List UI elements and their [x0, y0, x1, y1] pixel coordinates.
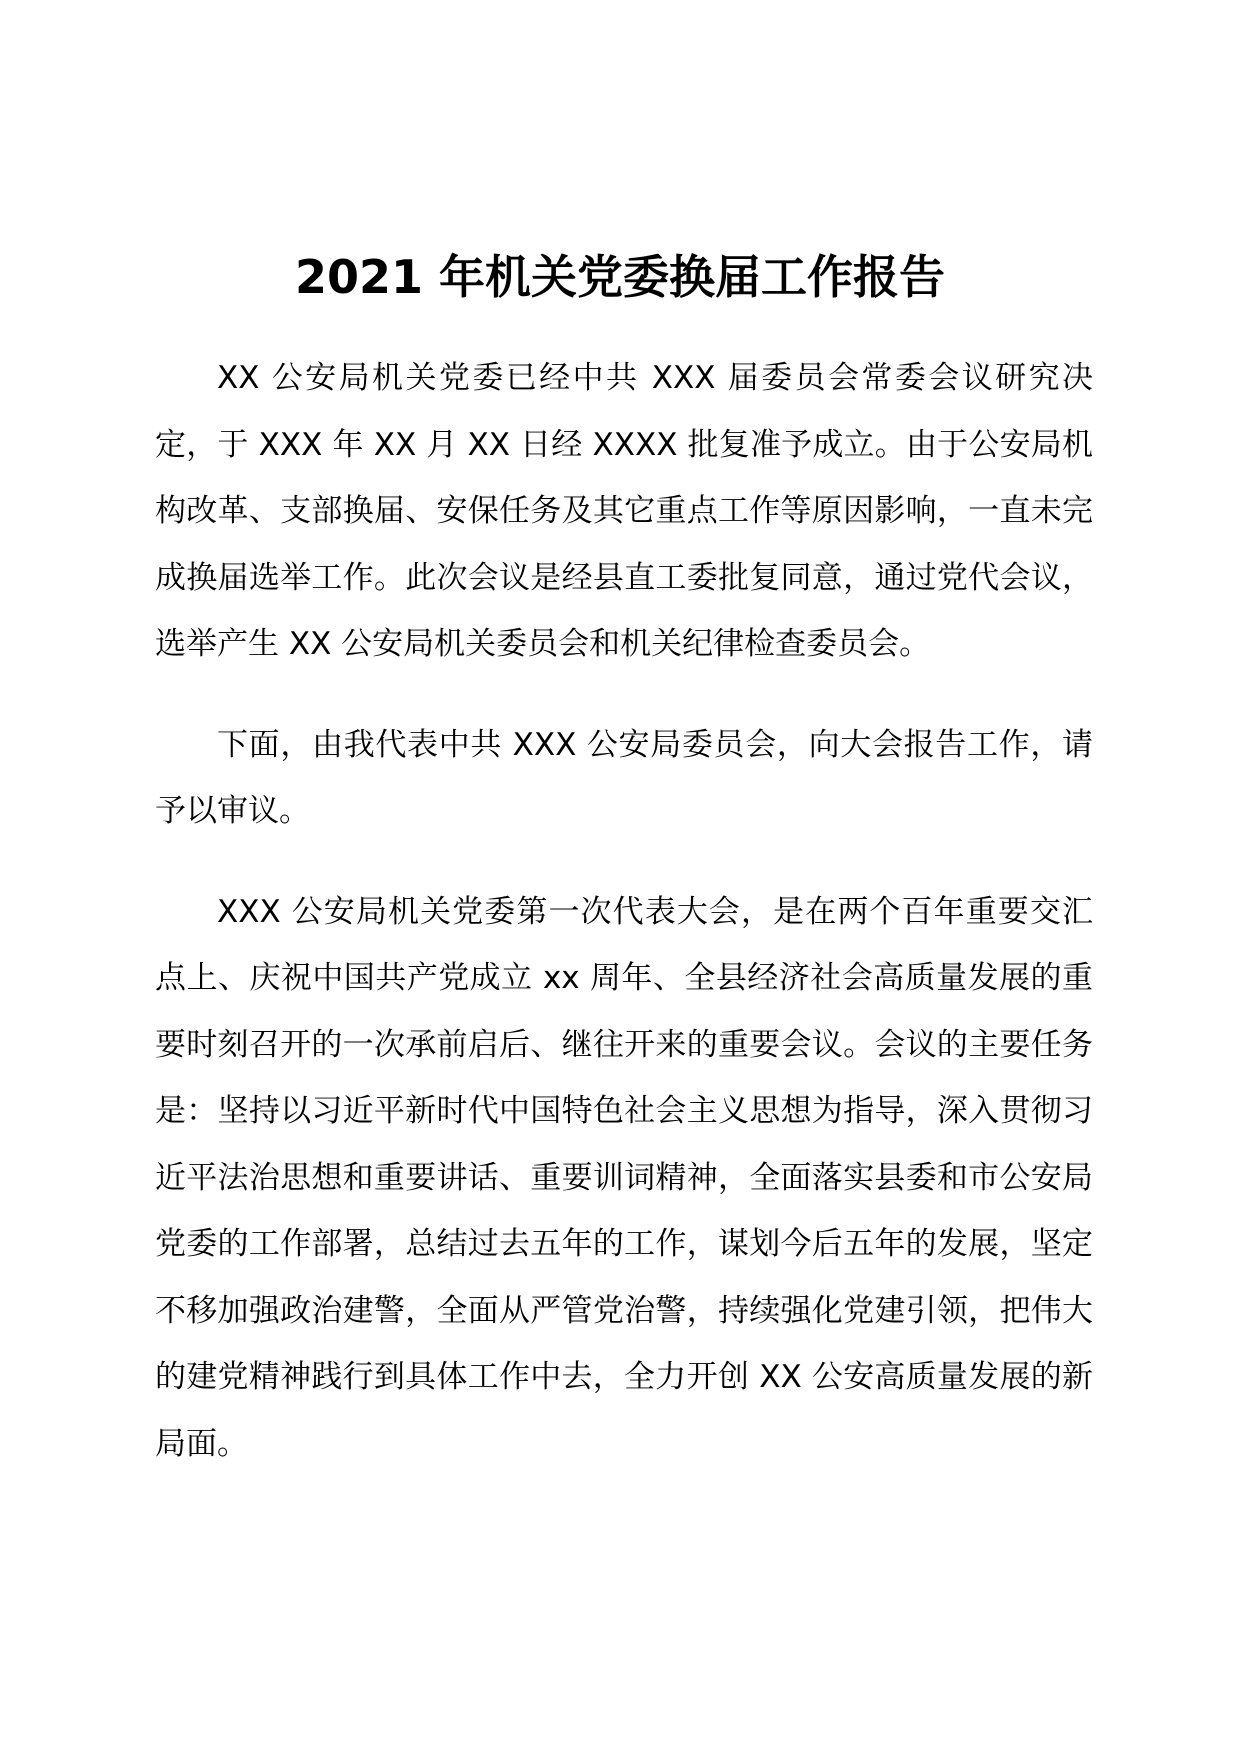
- document-body: [155, 345, 1093, 1511]
- paragraph-3: XXX 公安局机关党委第一次代表大会，是在两个百年重要交汇点上、庆祝中国共产党成立 xx 周年、全县经济社会高质量发展的重要时刻召开的一次承前启后、继往开来的重要会议。会议的主要任务是：坚持以习近平新时代中国特色社会主义思想为指导，深入贯彻习近平法治思想和重要讲话、重要训词精神，全面落实县委和市公安局党委的工作部署，总结过去五年的工作，谋划今后五年的发展，坚定不移加强政治建警，全面从严管党治警，持续强化党建引领，把伟大的建党精神践行到具体工作中去，全力开创 XX 公安高质量发展的新局面。: [155, 893, 1093, 1462]
- paragraph-2: 下面，由我代表中共 XXX 公安局委员会，向大会报告工作，请予以审议。: [155, 726, 1093, 829]
- document-title: 2021 年机关党委换届工作报告: [294, 250, 946, 304]
- paragraph-1: XX 公安局机关党委已经中共 XXX 届委员会常委会议研究决定，于 XXX 年 XX 月 XX 日经 XXXX 批复准予成立。由于公安局机构改革、支部换届、安保任务及其它重点工作等原因影响，一直未完成换届选举工作。此次会议是经县直工委批复同意，通过党代会议，选举产生 XX 公安局机关委员会和机关纪律检查委员会。: [155, 360, 1093, 662]
